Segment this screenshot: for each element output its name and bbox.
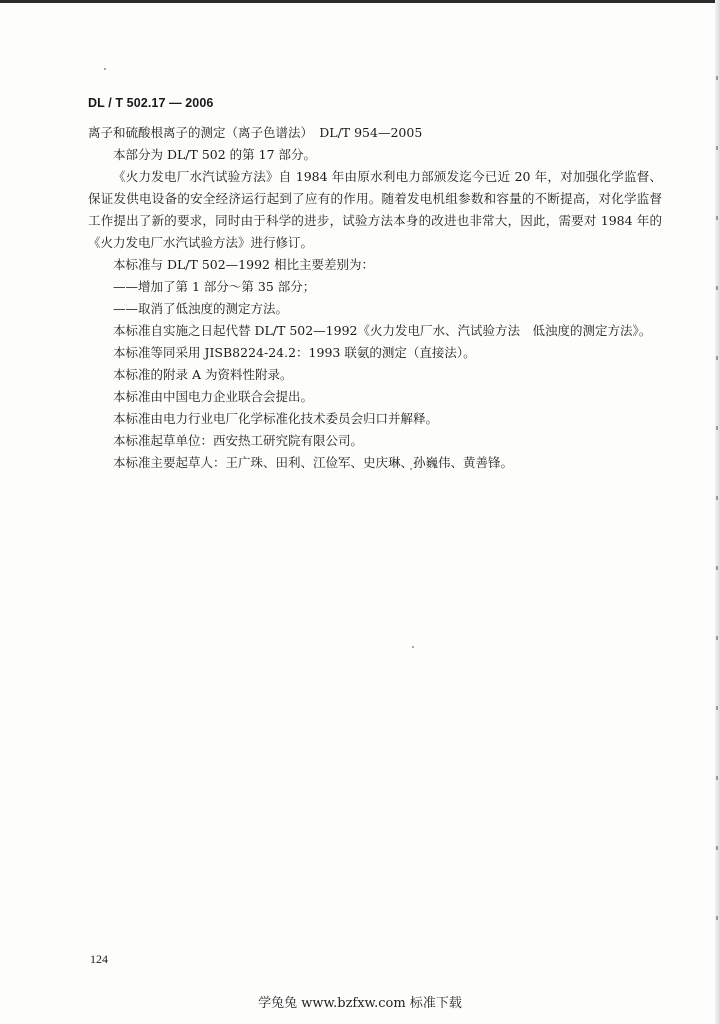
- scan-speck: [104, 68, 106, 70]
- paragraph: 本标准起草单位：西安热工研究院有限公司。: [113, 433, 364, 448]
- paragraph: 本标准由中国电力企业联合会提出。: [113, 389, 314, 404]
- top-edge-rule: [0, 0, 720, 3]
- paragraph: 本标准的附录 A 为资料性附录。: [113, 367, 293, 382]
- paragraph: 本标准主要起草人：王广珠、田利、江俭军、史庆琳、孙巍伟、黄善锋。: [113, 455, 514, 470]
- standard-code-header: DL / T 502.17 — 2006: [88, 96, 214, 110]
- paragraph: 《火力发电厂水汽试验方法》自 1984 年由原水利电力部颁发迄今已近 20 年，对加强化学监督、保证发供电设备的安全经济运行起到了应有的作用。随着发电机组参数和容量的不断提高，对化学监督工作提出了新的要求，同时由于科学的进步，试验方法本身的改进也非常大，因此，需要对 1984 年的《火力发电厂水汽试验方法》进行修订。: [88, 169, 662, 250]
- paragraph: 本标准自实施之日起代替 DL/T 502—1992《火力发电厂水、汽试验方法 低浊度的测定方法》。: [113, 323, 652, 338]
- scan-edge-marks: [716, 40, 718, 980]
- paragraph: 本部分为 DL/T 502 的第 17 部分。: [113, 147, 317, 162]
- page-number: 124: [90, 952, 108, 966]
- document-body: [88, 122, 662, 474]
- paragraph: 本标准由电力行业电厂化学标准化技术委员会归口并解释。: [113, 411, 439, 426]
- continued-text-line: 离子和硫酸根离子的测定（离子色谱法） DL/T 954—2005: [88, 125, 423, 140]
- footer-watermark: 学兔兔 www.bzfxw.com 标准下载: [258, 996, 462, 1011]
- list-item: ——取消了低浊度的测定方法。: [113, 301, 289, 316]
- list-item: ——增加了第 1 部分～第 35 部分；: [113, 279, 316, 294]
- scan-speck: [412, 646, 414, 648]
- paragraph: 本标准等同采用 JISB8224-24.2：1993 联氨的测定（直接法）。: [113, 345, 476, 360]
- paragraph: 本标准与 DL/T 502—1992 相比主要差别为：: [113, 257, 374, 272]
